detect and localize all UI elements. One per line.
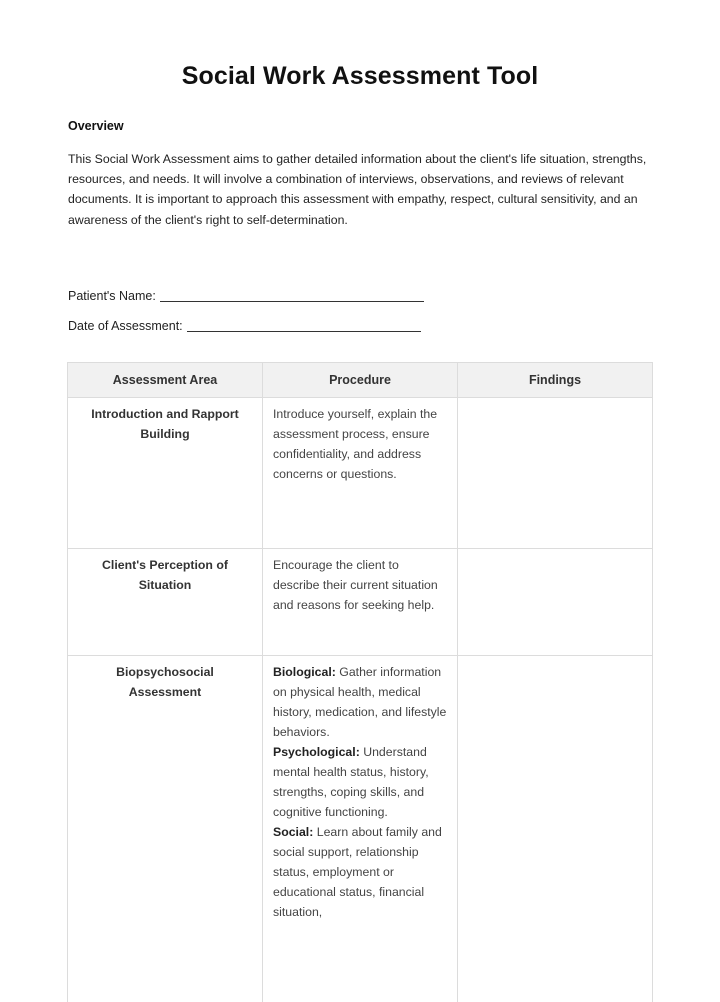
overview-heading: Overview — [68, 119, 124, 133]
assessment-date-blank-line[interactable] — [187, 319, 421, 332]
assessment-table — [67, 362, 653, 1002]
overview-paragraph: This Social Work Assessment aims to gather detailed information about the client's life situation, strengths, resources, and needs. It will involve a combination of interviews, observations, and reviews of relevant documents. It is important to approach this assessment with empathy, respect, cultural sensitivity, and an awareness of the client's right to self-determination. — [68, 149, 653, 230]
patient-name-label: Patient's Name: — [68, 289, 156, 303]
biological-text: Gather information on physical health, medical history, medication, and lifestyle behaviors. — [273, 665, 446, 739]
assessment-area-cell: Biopsychosocial Assessment — [68, 656, 263, 1002]
biological-label: Biological: — [273, 665, 336, 679]
findings-cell[interactable] — [458, 398, 653, 549]
social-label: Social: — [273, 825, 313, 839]
procedure-cell: Encourage the client to describe their current situation and reasons for seeking help. — [263, 549, 458, 656]
psychological-text: Understand mental health status, history, strengths, coping skills, and cognitive functioning. — [273, 745, 429, 819]
header-assessment-area: Assessment Area — [68, 363, 263, 398]
table-row — [68, 398, 653, 549]
patient-name-field[interactable] — [68, 289, 424, 303]
findings-cell[interactable] — [458, 549, 653, 656]
header-procedure: Procedure — [263, 363, 458, 398]
assessment-date-field[interactable] — [68, 319, 421, 333]
table-row — [68, 656, 653, 1002]
procedure-cell: Introduce yourself, explain the assessment process, ensure confidentiality, and address concerns or questions. — [263, 398, 458, 549]
assessment-area-cell: Introduction and Rapport Building — [68, 398, 263, 549]
findings-cell[interactable] — [458, 656, 653, 1002]
social-text: Learn about family and social support, relationship status, employment or educational status, financial situation, — [273, 825, 442, 919]
table-row — [68, 549, 653, 656]
header-findings: Findings — [458, 363, 653, 398]
page-title: Social Work Assessment Tool — [0, 62, 720, 91]
procedure-cell — [263, 656, 458, 1002]
assessment-area-cell: Client's Perception of Situation — [68, 549, 263, 656]
assessment-date-label: Date of Assessment: — [68, 319, 183, 333]
table-header-row — [68, 363, 653, 398]
patient-name-blank-line[interactable] — [160, 289, 424, 302]
psychological-label: Psychological: — [273, 745, 360, 759]
